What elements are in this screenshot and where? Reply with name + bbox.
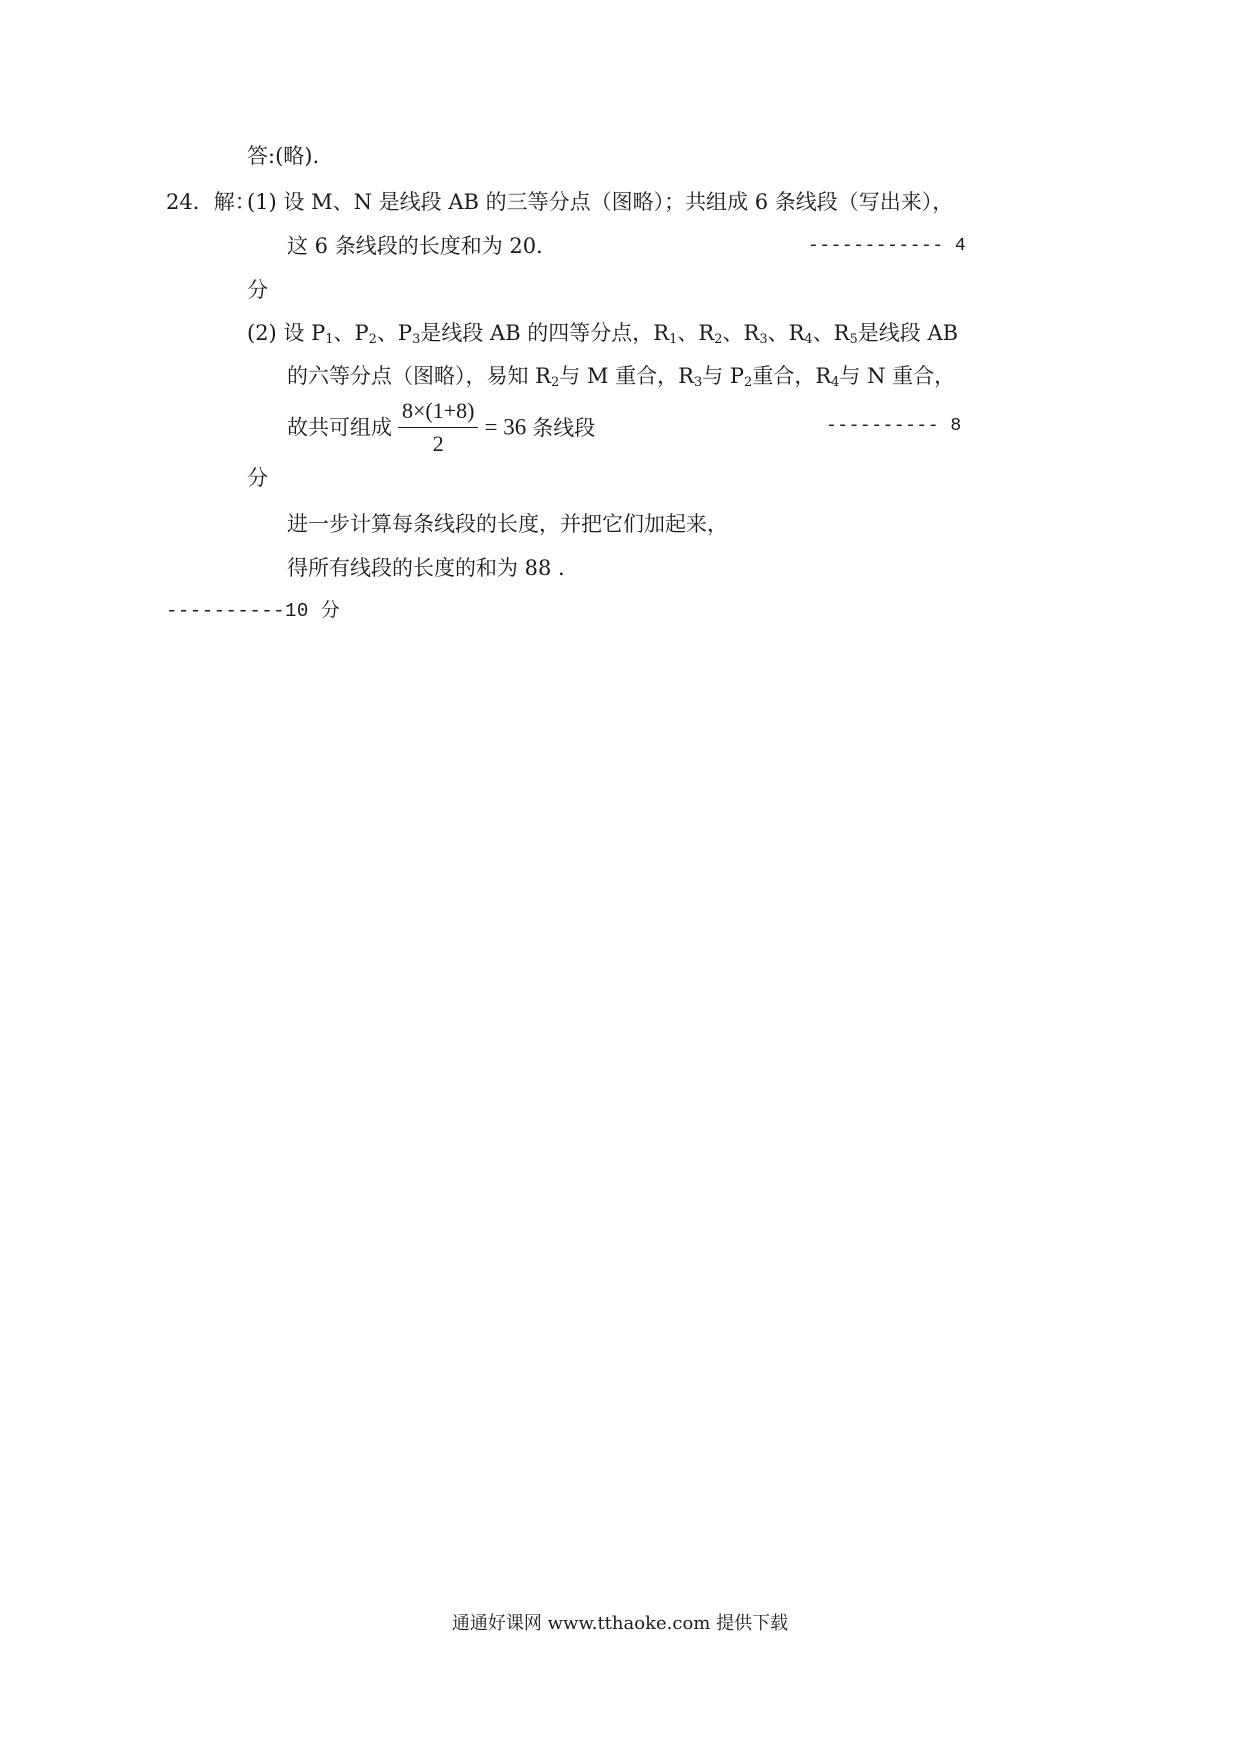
subscript: 2 <box>551 375 560 390</box>
q24-label: 24．解： <box>166 190 256 214</box>
text-span: 、R <box>767 321 805 345</box>
q24-part2-line3 <box>287 395 595 459</box>
text-span: 是线段 AB 的四等分点，R <box>420 321 670 345</box>
part1-score-dashes: ------------ 4 <box>808 236 967 256</box>
part2-score-dashes: ---------- 8 <box>826 416 962 436</box>
subscript: 2 <box>714 332 723 347</box>
text-span: 条线段 <box>532 415 596 440</box>
subscript: 5 <box>849 332 858 347</box>
q24-part2-line5: 得所有线段的长度的和为 88 ． <box>287 556 580 580</box>
text-span: 、P <box>376 321 413 345</box>
subscript: 2 <box>744 375 753 390</box>
subscript: 4 <box>831 375 840 390</box>
text-span: 、P <box>333 321 369 345</box>
text-span: 、R <box>812 321 850 345</box>
subscript: 3 <box>412 332 421 347</box>
text-span: 与 M 重合，R <box>559 364 694 388</box>
q24-part1-line2: 这 6 条线段的长度和为 20． <box>287 234 558 258</box>
q24-part1-line1: (1) 设 M、N 是线段 AB 的三等分点（图略）；共组成 6 条线段（写出来）， <box>247 190 954 214</box>
text-span: (2) 设 P <box>247 321 326 345</box>
text-span: 与 N 重合， <box>839 364 956 388</box>
subscript: 4 <box>804 332 813 347</box>
subscript: 1 <box>669 332 678 347</box>
answer-line: 答:(略). <box>247 144 320 168</box>
subscript: 2 <box>368 332 377 347</box>
text-span: 故共可组成 <box>287 415 392 440</box>
text-span: 与 P <box>702 364 745 388</box>
subscript: 1 <box>325 332 334 347</box>
q24-part2-line4: 进一步计算每条线段的长度，并把它们加起来， <box>287 512 728 536</box>
page-footer: 通通好课网 www.tthaoke.com 提供下载 <box>451 1613 789 1634</box>
text-span: 、R <box>722 321 760 345</box>
q24-part2-line1 <box>247 319 958 347</box>
part2-score-unit: 分 <box>247 466 268 490</box>
fraction-denominator: 2 <box>432 431 444 456</box>
final-score: ----------10 分 <box>166 600 341 622</box>
text-span: 的六等分点（图略），易知 R <box>287 364 551 388</box>
equation-result: = 36 <box>484 414 527 440</box>
fraction <box>398 398 478 457</box>
subscript: 3 <box>693 375 703 390</box>
text-span: 、R <box>677 321 715 345</box>
part1-score-unit: 分 <box>247 278 268 302</box>
q24-part2-line2 <box>287 362 955 390</box>
subscript: 3 <box>759 332 768 347</box>
text-span: 是线段 AB <box>857 321 959 345</box>
fraction-numerator: 8×(1+8) <box>398 398 478 428</box>
text-span: 重合，R <box>752 364 832 388</box>
